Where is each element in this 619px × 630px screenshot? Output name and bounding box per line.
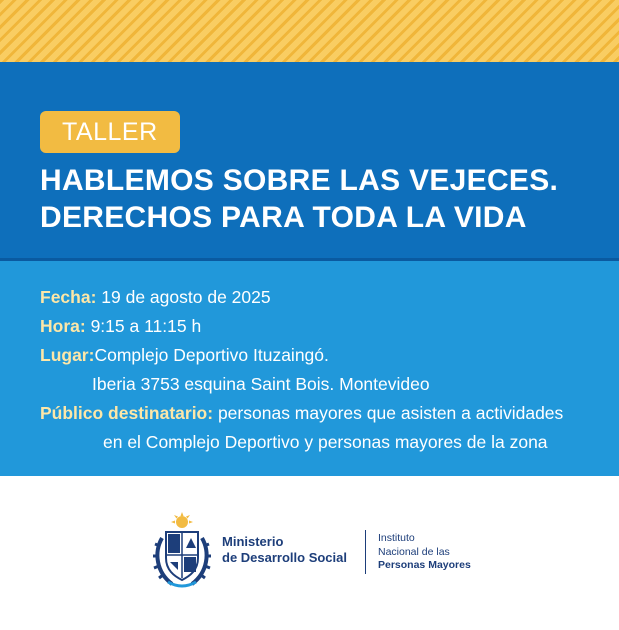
hora-value: 9:15 a 11:15 h	[90, 316, 202, 336]
detail-publico	[40, 399, 615, 428]
institute-name-line-3	[378, 559, 471, 573]
ministry-logo	[150, 512, 480, 592]
striped-header-band	[0, 0, 619, 62]
detail-hora	[40, 312, 615, 341]
publico-value-line-2: en el Complejo Deportivo y personas mayores de la zona	[103, 432, 548, 452]
event-type-badge: TALLER	[40, 111, 180, 153]
publico-label: Público destinatario:	[40, 403, 214, 423]
ministry-name-line-1: Ministerio	[222, 534, 284, 549]
institute-name	[378, 532, 471, 573]
institute-name-line-1: Instituto	[378, 532, 415, 544]
event-title-line-2: DERECHOS PARA TODA LA VIDA	[40, 201, 527, 234]
fecha-label: Fecha:	[40, 287, 97, 307]
lugar-value: Complejo Deportivo Ituzaingó.	[94, 345, 329, 365]
detail-lugar	[40, 341, 615, 370]
fecha-value: 19 de agosto de 2025	[101, 287, 271, 307]
institute-name-line-2: Nacional de las	[378, 545, 450, 558]
event-title-line-1: HABLEMOS SOBRE LAS VEJECES.	[40, 164, 559, 197]
publico-value: personas mayores que asisten a actividades	[217, 403, 564, 423]
ministry-name-line-2: de Desarrollo Social	[222, 550, 347, 565]
lugar-label: Lugar:	[40, 345, 95, 365]
hora-label: Hora:	[40, 316, 86, 336]
coat-of-arms-icon	[150, 512, 214, 590]
lugar-value-line-2: Iberia 3753 esquina Saint Bois. Montevideo	[92, 374, 430, 394]
institute-name-line-3-bold: Personas Mayores	[378, 559, 471, 571]
logo-separator	[365, 530, 366, 574]
event-title	[40, 162, 610, 236]
event-details	[40, 283, 615, 457]
detail-fecha	[40, 283, 615, 312]
ministry-name	[222, 534, 347, 566]
